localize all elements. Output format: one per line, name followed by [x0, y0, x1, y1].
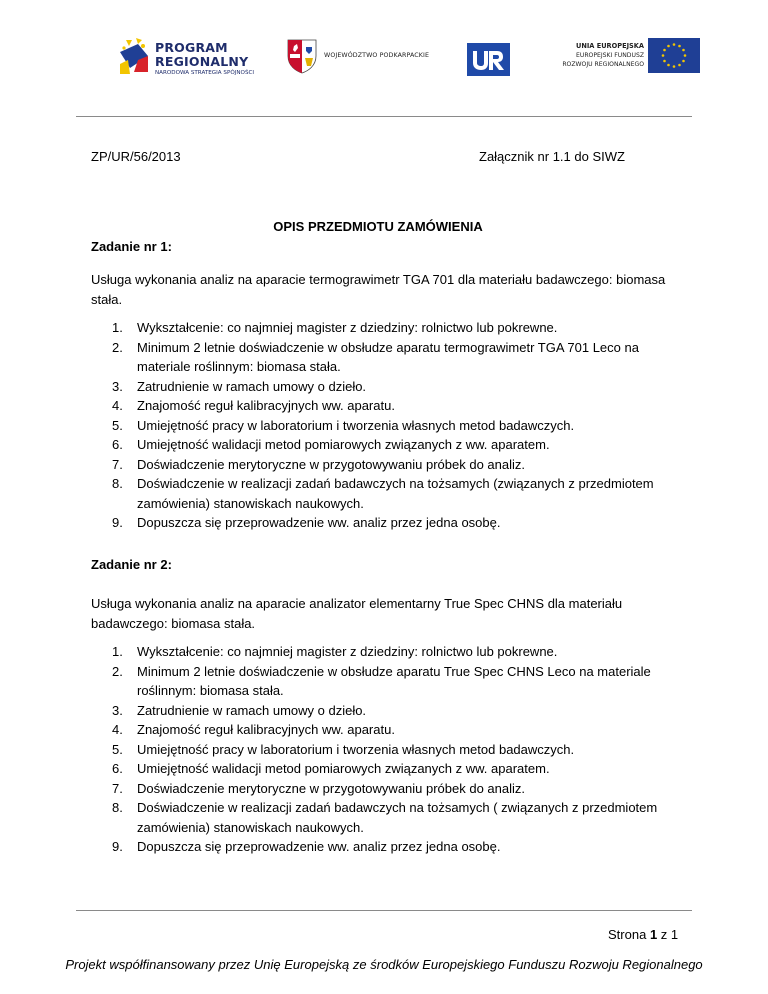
wojewodztwo-podkarpackie-logo — [286, 38, 436, 74]
list-item — [112, 435, 692, 455]
list-item-number: 2. — [112, 339, 123, 355]
attachment-label: Załącznik nr 1.1 do SIWZ — [479, 149, 625, 164]
document-title-text: OPIS PRZEDMIOTU ZAMÓWIENIA — [273, 219, 483, 234]
list-item-text: Doświadczenie merytoryczne w przygotowywaniu próbek do analiz. — [137, 780, 526, 796]
program-logo-line3: NARODOWA STRATEGIA SPÓJNOŚCI — [155, 70, 255, 76]
list-item — [112, 642, 692, 662]
list-item-number: 5. — [112, 741, 123, 757]
list-item-text: Znajomość reguł kalibracyjnych ww. aparatu. — [137, 398, 395, 413]
list-item — [112, 720, 692, 740]
list-item-text: Umiejętność walidacji metod pomiarowych związanych z ww. aparatem. — [137, 437, 550, 452]
list-item — [112, 318, 692, 338]
task1-heading: Zadanie nr 1: — [91, 239, 172, 254]
header-divider — [76, 116, 692, 117]
page-label: Strona — [608, 927, 647, 942]
coat-of-arms-icon — [286, 38, 318, 74]
task2-description: Usługa wykonania analiz na aparacie analizator elementarny True Spec CHNS dla materiału badawczego: biomasa stała. — [91, 596, 623, 631]
eu-flag-icon — [648, 38, 700, 73]
list-item-number: 3. — [112, 378, 123, 394]
list-item-text: Doświadczenie w realizacji zadań badawczych na tożsamych (związanych z przedmiotem zamówienia) stanowiskach naukowych. — [137, 476, 654, 511]
voivodeship-name: WOJEWÓDZTWO PODKARPACKIE — [324, 52, 430, 59]
list-item-number: 2. — [112, 663, 123, 679]
task1-requirements-list — [112, 318, 692, 533]
list-item-text: Zatrudnienie w ramach umowy o dzieło. — [137, 378, 367, 394]
list-item — [112, 837, 692, 857]
ur-logo-icon — [467, 43, 510, 76]
program-regionalny-emblem-icon — [118, 34, 152, 76]
program-logo-line1: PROGRAM — [155, 40, 228, 55]
list-item-text: Znajomość reguł kalibracyjnych ww. aparatu. — [137, 722, 395, 737]
list-item — [112, 662, 692, 701]
list-item — [112, 779, 692, 799]
cofinancing-note: Projekt współfinansowany przez Unię Europejską ze środków Europejskiego Funduszu Rozwoju Regionalnego — [65, 957, 703, 972]
list-item-number: 6. — [112, 437, 123, 452]
page-total: 1 — [670, 927, 679, 942]
list-item-text: Doświadczenie w realizacji zadań badawczych na tożsamych ( związanych z przedmiotem zamówienia) stanowiskach naukowych. — [137, 800, 658, 835]
list-item-text: Umiejętność walidacji metod pomiarowych związanych z ww. aparatem. — [137, 761, 550, 776]
list-item — [112, 740, 692, 760]
list-item-number: 3. — [112, 702, 123, 718]
list-item — [112, 455, 692, 475]
list-item-text: Dopuszcza się przeprowadzenie ww. analiz przez jedna osobę. — [137, 515, 501, 530]
program-logo-line2: REGIONALNY — [155, 54, 249, 69]
eu-logo-line1: UNIA EUROPEJSKA — [575, 42, 644, 50]
page-number — [608, 925, 678, 945]
list-item-number: 9. — [112, 839, 123, 854]
list-item-number: 5. — [112, 417, 123, 433]
list-item-text: Umiejętność pracy w laboratorium i tworzenia własnych metod badawczych. — [137, 741, 575, 757]
document-reference: ZP/UR/56/2013 — [91, 149, 181, 164]
program-regionalny-logo — [118, 34, 268, 78]
list-item-number: 4. — [112, 398, 123, 413]
list-item-number: 8. — [112, 476, 123, 491]
page-current: 1 — [649, 927, 658, 942]
list-item-number: 4. — [112, 722, 123, 737]
list-item-text: Minimum 2 letnie doświadczenie w obsłudze aparatu termograwimetr TGA 701 Leco na materiale roślinnym: biomasa stała. — [137, 339, 639, 374]
task1-description: Usługa wykonania analiz na aparacie termograwimetr TGA 701 dla materiału badawczego: biomasa stała. — [91, 272, 666, 307]
list-item — [112, 338, 692, 377]
list-item-text: Minimum 2 letnie doświadczenie w obsłudze aparatu True Spec CHNS Leco na materiale roślinnym: biomasa stała. — [137, 663, 651, 698]
list-item — [112, 474, 692, 513]
list-item-text: Zatrudnienie w ramach umowy o dzieło. — [137, 702, 367, 718]
list-item — [112, 701, 692, 721]
list-item — [112, 798, 692, 837]
list-item — [112, 513, 692, 533]
list-item-number: 7. — [112, 456, 123, 472]
eu-logo-line2: EUROPEJSKI FUNDUSZ — [576, 52, 644, 59]
task2-heading: Zadanie nr 2: — [91, 557, 172, 572]
list-item-text: Doświadczenie merytoryczne w przygotowywaniu próbek do analiz. — [137, 456, 526, 472]
list-item-text: Dopuszcza się przeprowadzenie ww. analiz przez jedna osobę. — [137, 839, 501, 854]
list-item — [112, 396, 692, 416]
task2-requirements-list — [112, 642, 692, 857]
list-item-number: 8. — [112, 800, 123, 815]
list-item-number: 9. — [112, 515, 123, 530]
eu-logo — [548, 38, 700, 74]
list-item-number: 1. — [112, 644, 123, 659]
list-item-number: 7. — [112, 780, 123, 796]
list-item-text: Wykształcenie: co najmniej magister z dziedziny: rolnictwo lub pokrewne. — [137, 320, 558, 335]
footer-divider — [76, 910, 692, 911]
list-item — [112, 377, 692, 397]
eu-logo-line3: ROZWOJU REGIONALNEGO — [562, 61, 644, 68]
page-of: z — [660, 927, 668, 942]
list-item-text: Umiejętność pracy w laboratorium i tworzenia własnych metod badawczych. — [137, 417, 575, 433]
document-title — [0, 219, 768, 234]
list-item — [112, 416, 692, 436]
list-item — [112, 759, 692, 779]
list-item-number: 1. — [112, 320, 123, 335]
list-item-text: Wykształcenie: co najmniej magister z dziedziny: rolnictwo lub pokrewne. — [137, 644, 558, 659]
university-logo — [467, 43, 510, 76]
list-item-number: 6. — [112, 761, 123, 776]
